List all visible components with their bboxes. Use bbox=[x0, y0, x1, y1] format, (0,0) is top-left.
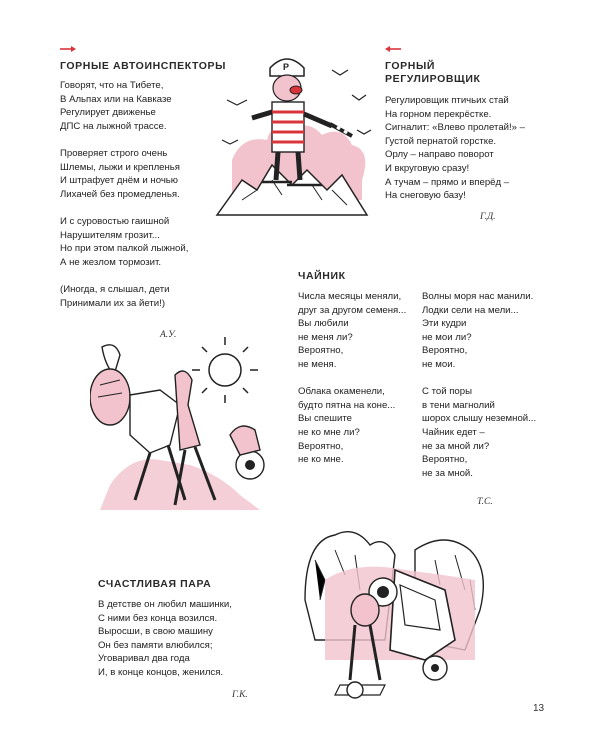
poem-line: будто пятна на коне... bbox=[298, 399, 396, 411]
happy-couple-illustration bbox=[295, 520, 495, 710]
poem-line: не ко мне. bbox=[298, 454, 344, 466]
poem-line: (Иногда, я слышал, дети bbox=[60, 283, 170, 295]
poem-mountain-controller bbox=[385, 94, 525, 203]
poem-teapot-col2 bbox=[422, 290, 536, 494]
poem-line: Волны моря нас манили. bbox=[422, 291, 534, 302]
poem-line: Регулировщик птичьих стай bbox=[385, 95, 509, 106]
right-arrow-icon bbox=[60, 45, 76, 53]
signature-gd: Г.Д. bbox=[480, 212, 496, 222]
poem-line: Он без памяти влюбился; bbox=[98, 639, 213, 651]
poem-line: Уговаривал два года bbox=[98, 653, 190, 665]
stanza bbox=[422, 385, 536, 480]
signature-au: А.У. bbox=[160, 330, 177, 340]
poem-title-mountain-inspectors: ГОРНЫЕ АВТОИНСПЕКТОРЫ bbox=[60, 60, 226, 72]
signature-ts: Т.С. bbox=[477, 497, 493, 507]
stanza bbox=[298, 385, 406, 467]
poem-line: Нарушителям грозит... bbox=[60, 229, 160, 241]
stanza bbox=[60, 283, 188, 310]
poem-line: Вероятно, bbox=[422, 454, 468, 466]
poem-line: шорох слышу неземной... bbox=[422, 413, 537, 425]
poem-line: не мои ли? bbox=[422, 331, 472, 343]
poem-line: Шлемы, лыжи и крепленья bbox=[60, 161, 180, 173]
poem-line: Регулирует движенье bbox=[60, 107, 156, 119]
poem-line: В детстве он любил машинки, bbox=[98, 599, 232, 610]
poem-title-teapot: ЧАЙНИК bbox=[298, 270, 346, 282]
poem-line: друг за другом семеня... bbox=[298, 304, 407, 316]
poem-line: Чайник едет – bbox=[422, 426, 485, 438]
poem-line: Принимали их за йети!) bbox=[60, 297, 166, 309]
poem-line: Но при этом палкой лыжной, bbox=[60, 243, 189, 255]
poem-line: Густой пернатой горстке. bbox=[385, 135, 497, 147]
title-line: РЕГУЛИРОВЩИК bbox=[385, 73, 481, 85]
signature-gk: Г.К. bbox=[232, 690, 248, 700]
poem-teapot-col1 bbox=[298, 290, 406, 480]
poem-line: не за мной ли? bbox=[422, 440, 490, 452]
poem-line: А не жезлом тормозит. bbox=[60, 256, 162, 268]
poem-line: И вкруговую сразу! bbox=[385, 162, 470, 174]
poem-line: Орлу – направо поворот bbox=[385, 149, 494, 161]
poem-line: не мои. bbox=[422, 358, 456, 370]
poem-line: На снеговую базу! bbox=[385, 190, 466, 202]
poem-line: Лодки сели на мели... bbox=[422, 304, 519, 316]
poem-line: в тени магнолий bbox=[422, 399, 495, 411]
poem-line: не меня ли? bbox=[298, 331, 353, 343]
left-arrow-icon bbox=[385, 45, 401, 53]
poem-line: А тучам – прямо и вперёд – bbox=[385, 176, 510, 188]
poem-line: Сигналит: «Влево пролетай!» – bbox=[385, 122, 526, 134]
poem-line: Выросши, в свою машину bbox=[98, 626, 213, 638]
poem-line: Вы любили bbox=[298, 318, 349, 330]
poem-line: И, в конце концов, женился. bbox=[98, 666, 224, 678]
poem-line: ДПС на лыжной трассе. bbox=[60, 120, 167, 132]
poem-line: Говорят, что на Тибете, bbox=[60, 80, 164, 91]
poem-line: Лихачей без промедленья. bbox=[60, 188, 180, 200]
poem-line: В Альпах или на Кавказе bbox=[60, 93, 172, 105]
poem-line: не за мной. bbox=[422, 467, 473, 479]
poem-happy-couple bbox=[98, 598, 232, 680]
poem-line: не ко мне ли? bbox=[298, 426, 360, 438]
poem-line: Проверяет строго очень bbox=[60, 147, 168, 159]
poem-line: И штрафует днём и ночью bbox=[60, 175, 179, 187]
horse-rider-illustration bbox=[90, 335, 300, 525]
title-line: ГОРНЫЙ bbox=[385, 60, 435, 72]
poem-line: Вероятно, bbox=[422, 345, 468, 357]
stanza bbox=[422, 290, 536, 372]
poem-line: Числа месяцы меняли, bbox=[298, 291, 402, 302]
poem-title-mountain-controller bbox=[385, 60, 480, 86]
poem-line: Вероятно, bbox=[298, 345, 344, 357]
svg-text:Р: Р bbox=[283, 62, 290, 72]
poem-line: не меня. bbox=[298, 358, 337, 370]
page-number: 13 bbox=[533, 703, 545, 714]
stanza bbox=[60, 215, 188, 269]
poem-line: Эти кудри bbox=[422, 318, 467, 330]
stanza bbox=[60, 79, 188, 133]
poem-title-happy-couple: СЧАСТЛИВАЯ ПАРА bbox=[98, 578, 212, 590]
poem-line: На горном перекрёстке. bbox=[385, 108, 492, 120]
poem-line: Вероятно, bbox=[298, 440, 344, 452]
poem-mountain-inspectors bbox=[60, 79, 188, 324]
stanza bbox=[60, 147, 188, 201]
poem-line: С ними без конца возился. bbox=[98, 612, 218, 624]
poem-line: Облака окаменели, bbox=[298, 386, 385, 398]
traffic-controller-illustration bbox=[212, 40, 382, 230]
poem-line: Вы спешите bbox=[298, 413, 352, 425]
stanza bbox=[298, 290, 406, 372]
poem-line: С той поры bbox=[422, 386, 473, 398]
poem-line: И с суровостью гаишной bbox=[60, 215, 170, 227]
